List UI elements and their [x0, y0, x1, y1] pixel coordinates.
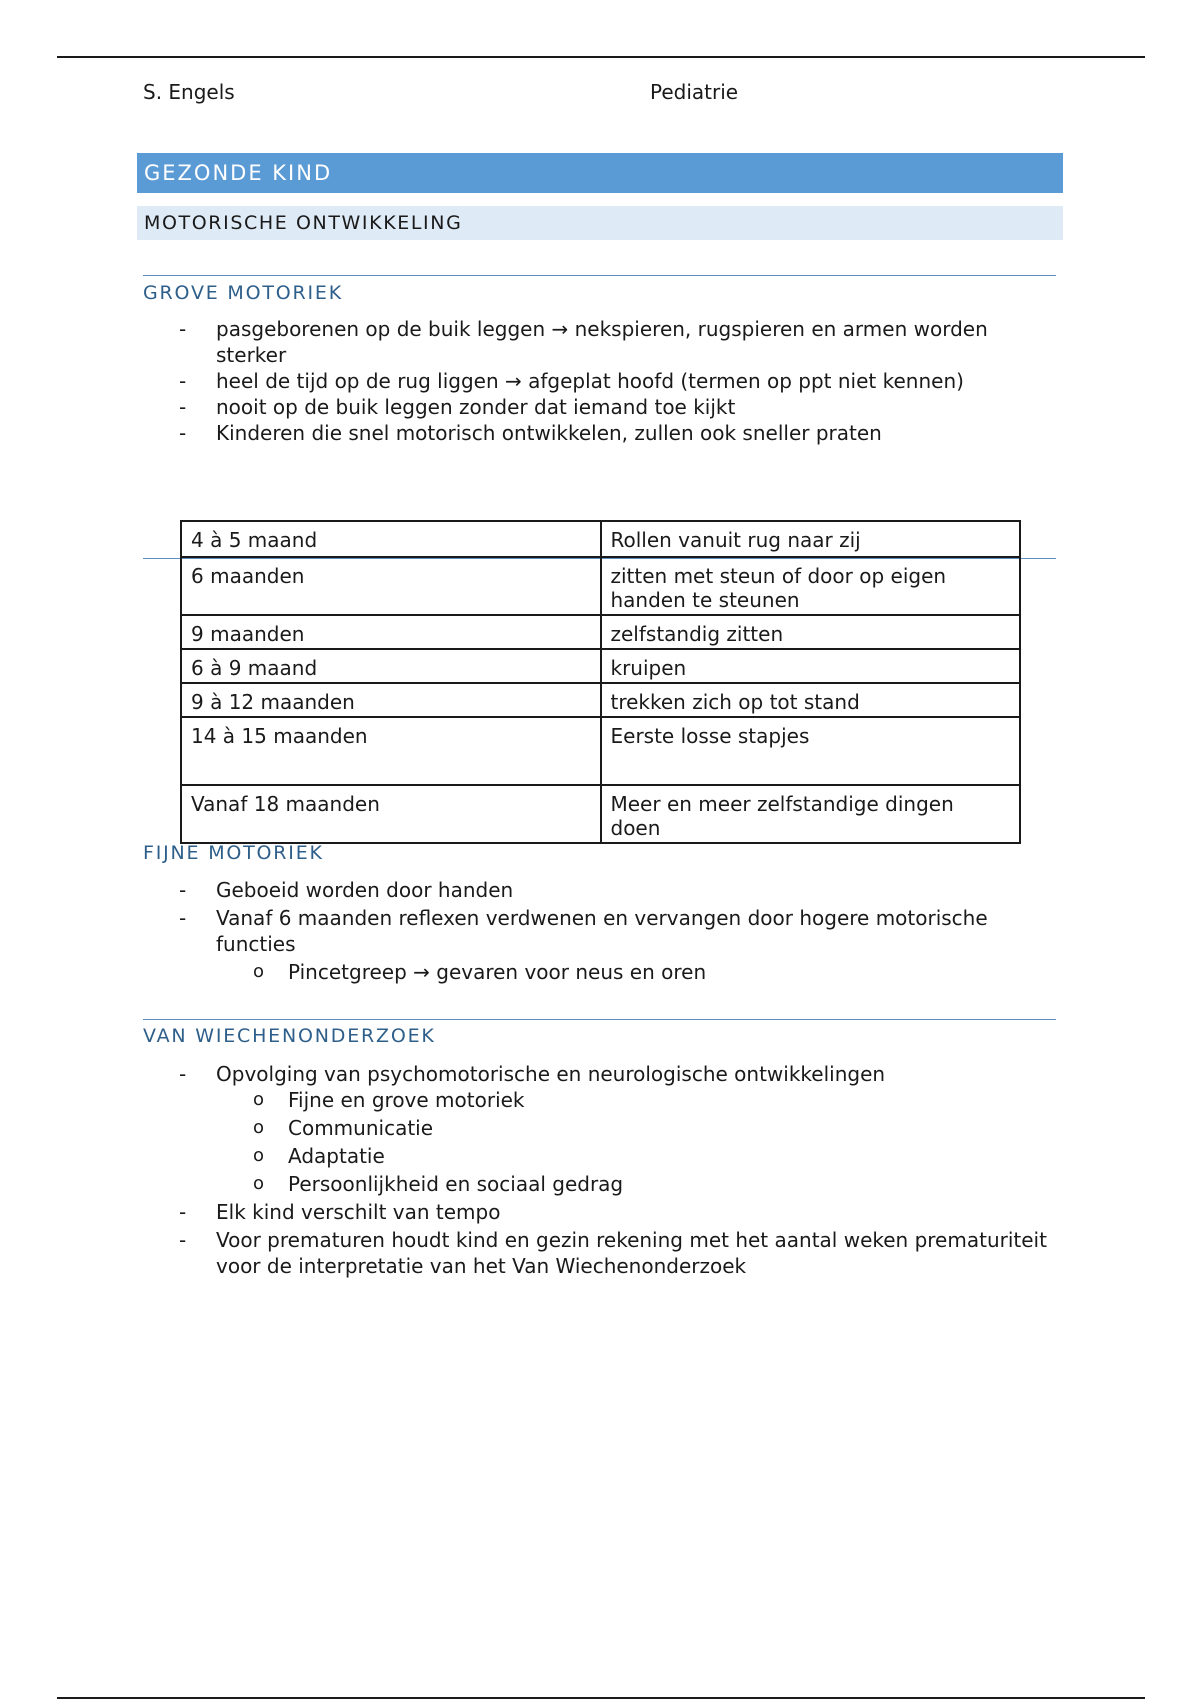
- list-item: - Kinderen die snel motorisch ontwikkelen, zullen ook sneller praten: [179, 421, 882, 445]
- table-row: Vanaf 18 maanden Meer en meer zelfstandige dingen doen: [181, 785, 1020, 843]
- table-row: 4 à 5 maand Rollen vanuit rug naar zij: [181, 521, 1020, 557]
- list-item: - nooit op de buik leggen zonder dat iemand toe kijkt: [179, 395, 736, 419]
- wiechen-list: [143, 1061, 1063, 1279]
- sub-list-item: o Communicatie: [253, 1116, 434, 1140]
- list-item: - pasgeborenen op de buik leggen → nekspieren, rugspieren en armen worden sterker: [179, 317, 988, 367]
- sub-list-item: o Persoonlijkheid en sociaal gedrag: [253, 1172, 624, 1196]
- grove-list: [143, 316, 1063, 446]
- table-row: 6 maanden zitten met steun of door op eigen handen te steunen: [181, 557, 1020, 615]
- heading-van-wiechenonderzoek: VAN WIECHENONDERZOEK: [143, 1025, 436, 1047]
- milestones-table: [180, 520, 1021, 844]
- table-row: 14 à 15 maanden Eerste losse stapjes: [181, 717, 1020, 785]
- heading-grove-motoriek: GROVE MOTORIEK: [143, 282, 343, 304]
- list-item: - Voor prematuren houdt kind en gezin rekening met het aantal weken prematuriteit voor de interpretatie van het Van Wiechenonderzoek: [179, 1228, 1047, 1278]
- fijne-list: [143, 877, 1063, 985]
- sub-list-item: o Fijne en grove motoriek: [253, 1088, 525, 1112]
- table-row: 9 maanden zelfstandig zitten: [181, 615, 1020, 649]
- section-title: MOTORISCHE ONTWIKKELING: [137, 206, 1063, 240]
- sub-list-item: o Adaptatie: [253, 1144, 385, 1168]
- footer-rule: [57, 1697, 1145, 1699]
- list-item: - Opvolging van psychomotorische en neurologische ontwikkelingen: [179, 1062, 886, 1086]
- list-item: - heel de tijd op de rug liggen → afgeplat hoofd (termen op ppt niet kennen): [179, 369, 964, 393]
- heading-rule: [143, 1019, 1056, 1020]
- header-course: Pediatrie: [650, 80, 739, 104]
- heading-fijne-motoriek: FIJNE MOTORIEK: [143, 842, 324, 864]
- heading-rule: [143, 275, 1056, 276]
- header-author: S. Engels: [143, 80, 235, 104]
- list-item: - Geboeid worden door handen: [179, 878, 514, 902]
- list-item: - Vanaf 6 maanden reflexen verdwenen en vervangen door hogere motorische functies: [179, 906, 988, 956]
- list-item: - Elk kind verschilt van tempo: [179, 1200, 501, 1224]
- table-row: 6 à 9 maand kruipen: [181, 649, 1020, 683]
- sub-list-item: o Pincetgreep → gevaren voor neus en oren: [253, 960, 707, 984]
- page-title: GEZONDE KIND: [137, 153, 1063, 193]
- table-row: 9 à 12 maanden trekken zich op tot stand: [181, 683, 1020, 717]
- header-rule: [57, 56, 1145, 58]
